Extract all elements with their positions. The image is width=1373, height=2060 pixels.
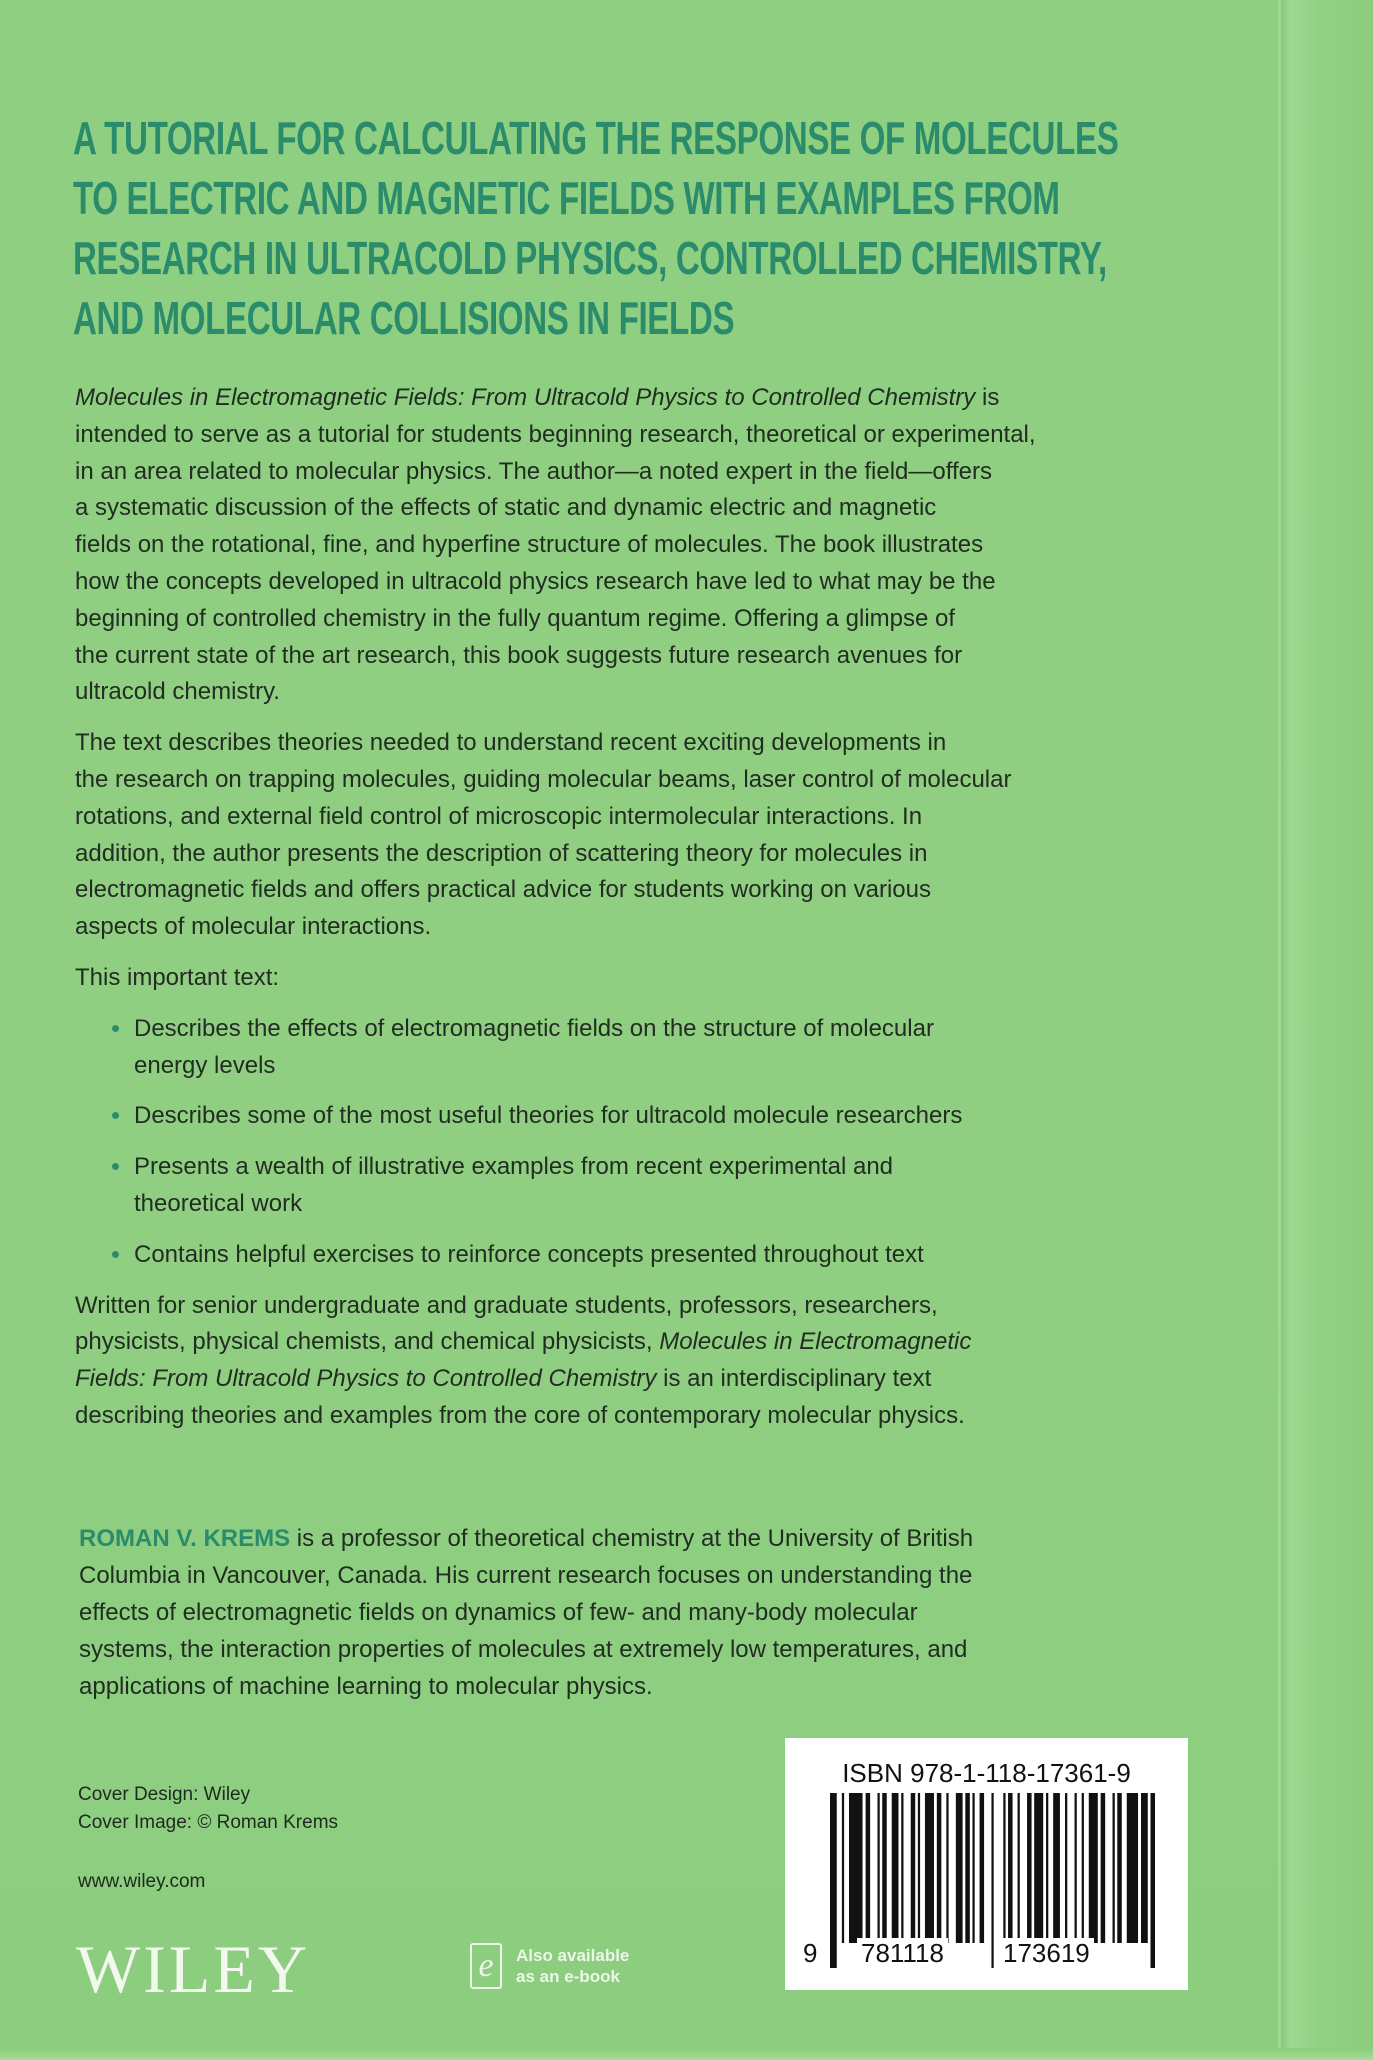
barcode-bar xyxy=(830,1793,837,1968)
book-title-text: Fields: From Ultracold Physics to Controlled Chemistry xyxy=(75,1365,657,1393)
barcode-bar xyxy=(1082,1793,1084,1943)
book-spine xyxy=(1281,0,1373,2060)
text-line xyxy=(75,417,1195,454)
list-item xyxy=(75,1011,1195,1085)
barcode-bar xyxy=(882,1793,887,1943)
author-bio-line: effects of electromagnetic fields on dynamics of few- and many-body molecular xyxy=(79,1599,918,1626)
barcode-bar xyxy=(918,1793,920,1943)
text-line xyxy=(75,836,1195,873)
text-segment: rotations, and external field control of microscopic intermolecular interactions. In xyxy=(75,802,923,830)
text-line xyxy=(75,799,1195,836)
text-line xyxy=(75,380,1195,417)
text-line xyxy=(75,527,1195,564)
text-segment: is xyxy=(975,384,1000,411)
text-segment: This important text: xyxy=(75,963,280,991)
text-line xyxy=(75,490,1195,527)
barcode-bar xyxy=(1053,1793,1060,1943)
text-segment: beginning of controlled chemistry in the fully quantum regime. Offering a glimpse of xyxy=(75,604,956,632)
list-item-line: theoretical work xyxy=(134,1189,303,1217)
barcode-bar xyxy=(911,1793,916,1943)
author-bio-line: is a professor of theoretical chemistry at the University of British xyxy=(290,1525,974,1552)
barcode-bar xyxy=(1089,1793,1098,1943)
barcode-bar xyxy=(1008,1793,1013,1943)
text-segment: aspects of molecular interactions. xyxy=(75,913,432,941)
text-line xyxy=(75,454,1195,491)
text-line xyxy=(75,564,1195,601)
headline xyxy=(73,108,1119,348)
text-segment: electromagnetic fields and offers practical advice for students working on various xyxy=(75,876,931,904)
feature-list xyxy=(75,1011,1195,1274)
author-bio-line: applications of machine learning to molecular physics. xyxy=(79,1673,653,1700)
ebook-line: Also available xyxy=(516,1946,630,1965)
list-item-line: Contains helpful exercises to reinforce concepts presented throughout text xyxy=(134,1240,924,1268)
text-line xyxy=(75,638,1195,675)
text-line xyxy=(75,909,1195,946)
book-title-text: Molecules in Electromagnetic Fields: From Ultracold Physics to Controlled Chemistry xyxy=(75,384,976,411)
barcode-bar xyxy=(1117,1793,1122,1943)
cover-credits xyxy=(78,1781,338,1837)
list-item-line: Describes some of the most useful theories for ultracold molecule researchers xyxy=(134,1102,963,1130)
isbn-text: ISBN 978-1-118-17361-9 xyxy=(842,1758,1131,1788)
text-line xyxy=(75,762,1195,799)
paragraph xyxy=(75,725,1195,946)
list-item xyxy=(75,1237,1195,1274)
publisher-url[interactable]: www.wiley.com xyxy=(78,1871,206,1892)
barcode-bar xyxy=(956,1793,963,1943)
author-bio-line: systems, the interaction properties of molecules at extremely low temperatures, and xyxy=(79,1636,968,1663)
barcode-bar xyxy=(1151,1793,1156,1968)
bullet-icon xyxy=(112,1251,119,1258)
barcode-bar xyxy=(946,1793,948,1943)
text-line xyxy=(75,601,1195,638)
barcode-bar xyxy=(842,1793,844,1943)
text-line xyxy=(75,872,1195,909)
barcode-bar xyxy=(892,1793,899,1943)
barcode-bar xyxy=(1018,1793,1020,1943)
bullet-icon xyxy=(112,1025,119,1032)
barcode-bar xyxy=(1046,1793,1048,1943)
barcode-digit-first: 9 xyxy=(803,1938,818,1968)
cover-bottom-edge xyxy=(0,2048,1373,2060)
bullet-icon xyxy=(112,1112,119,1119)
e-book-icon: e xyxy=(470,1943,502,1989)
closing-paragraph xyxy=(75,1288,1195,1435)
bullet-icon xyxy=(112,1163,119,1170)
text-line xyxy=(75,674,1195,711)
text-line xyxy=(75,725,1195,762)
description xyxy=(75,380,1195,1449)
text-line xyxy=(75,1398,1195,1435)
list-item-line: Describes the effects of electromagnetic fields on the structure of molecular xyxy=(134,1014,934,1042)
text-segment: is an interdisciplinary text xyxy=(656,1365,932,1393)
text-segment: how the concepts developed in ultracold physics research have led to what may be the xyxy=(75,567,996,595)
barcode-bar xyxy=(965,1793,970,1943)
cover-image-credit: Cover Image: © Roman Krems xyxy=(78,1812,339,1833)
barcode-bar xyxy=(1127,1793,1138,1943)
text-segment: a systematic discussion of the effects of static and dynamic electric and magnetic xyxy=(75,494,937,522)
list-item xyxy=(75,1149,1195,1223)
author-name: ROMAN V. KREMS xyxy=(79,1525,291,1552)
description-paragraphs xyxy=(75,380,1195,997)
text-segment: The text describes theories needed to understand recent exciting developments in xyxy=(75,729,947,757)
barcode-digits-right: 173619 xyxy=(999,1938,1094,1969)
headline-line: A TUTORIAL FOR CALCULATING THE RESPONSE OF MOLECULES xyxy=(73,112,1119,164)
headline-line: RESEARCH IN ULTRACOLD PHYSICS, CONTROLLED CHEMISTRY, xyxy=(73,232,1107,284)
barcode-bar xyxy=(1003,1793,1005,1943)
barcode-bar xyxy=(1101,1793,1106,1943)
list-item-line: Presents a wealth of illustrative examples from recent experimental and xyxy=(134,1153,894,1181)
author-bio xyxy=(79,1520,973,1705)
text-line xyxy=(75,1288,1195,1325)
text-segment: in an area related to molecular physics. The author—a noted expert in the field—offers xyxy=(75,457,992,485)
barcode-bar xyxy=(877,1793,879,1943)
list-item xyxy=(75,1098,1195,1135)
headline-line: TO ELECTRIC AND MAGNETIC FIELDS WITH EXAMPLES FROM xyxy=(73,172,1060,224)
cover-design-credit: Cover Design: Wiley xyxy=(78,1784,251,1805)
text-line xyxy=(75,960,1195,997)
text-segment: Written for senior undergraduate and graduate students, professors, researchers, xyxy=(75,1291,938,1319)
barcode-bar xyxy=(991,1793,993,1968)
text-segment: the current state of the art research, this book suggests future research avenues for xyxy=(75,641,963,669)
text-segment: describing theories and examples from the core of contemporary molecular physics. xyxy=(75,1401,965,1429)
text-segment: the research on trapping molecules, guiding molecular beams, laser control of molecular xyxy=(75,765,1012,793)
paragraph xyxy=(75,380,1195,711)
barcode-bar xyxy=(1065,1793,1067,1943)
barcode-bar xyxy=(849,1793,863,1943)
text-segment: fields on the rotational, fine, and hyperfine structure of molecules. The book illustrates xyxy=(75,531,984,559)
barcode-digits-left: 781118 xyxy=(857,1938,948,1969)
ebook-line: as an e-book xyxy=(516,1967,620,1986)
author-bio-line: Columbia in Vancouver, Canada. His current research focuses on understanding the xyxy=(79,1562,973,1589)
barcode-label xyxy=(785,1738,1188,1990)
text-segment: physicists, physical chemists, and chemical physicists, xyxy=(75,1328,660,1356)
barcode-bar xyxy=(866,1793,871,1943)
barcode-bar xyxy=(1141,1793,1148,1943)
book-title-text: Molecules in Electromagnetic xyxy=(659,1328,972,1356)
barcode-bar xyxy=(1027,1793,1032,1943)
list-item-line: energy levels xyxy=(134,1051,276,1079)
barcode-bar xyxy=(1075,1793,1077,1943)
publisher-logo: WILEY xyxy=(76,1931,311,2007)
barcode-bar xyxy=(1113,1793,1115,1943)
text-segment: ultracold chemistry. xyxy=(75,678,280,706)
barcode-bar xyxy=(901,1793,903,1943)
barcode-bar xyxy=(980,1793,985,1943)
barcode-bar xyxy=(937,1793,942,1943)
paragraph xyxy=(75,960,1195,997)
text-line xyxy=(75,1324,1195,1361)
barcode-bar xyxy=(1034,1793,1043,1943)
headline-line: AND MOLECULAR COLLISIONS IN FIELDS xyxy=(73,292,735,344)
ebook-notice xyxy=(470,1943,629,1989)
barcode-bar xyxy=(972,1793,974,1943)
text-line xyxy=(75,1361,1195,1398)
barcode-bar xyxy=(925,1793,934,1943)
text-segment: addition, the author presents the description of scattering theory for molecules in xyxy=(75,839,928,867)
text-segment: intended to serve as a tutorial for students beginning research, theoretical or experimental, xyxy=(75,420,1036,448)
